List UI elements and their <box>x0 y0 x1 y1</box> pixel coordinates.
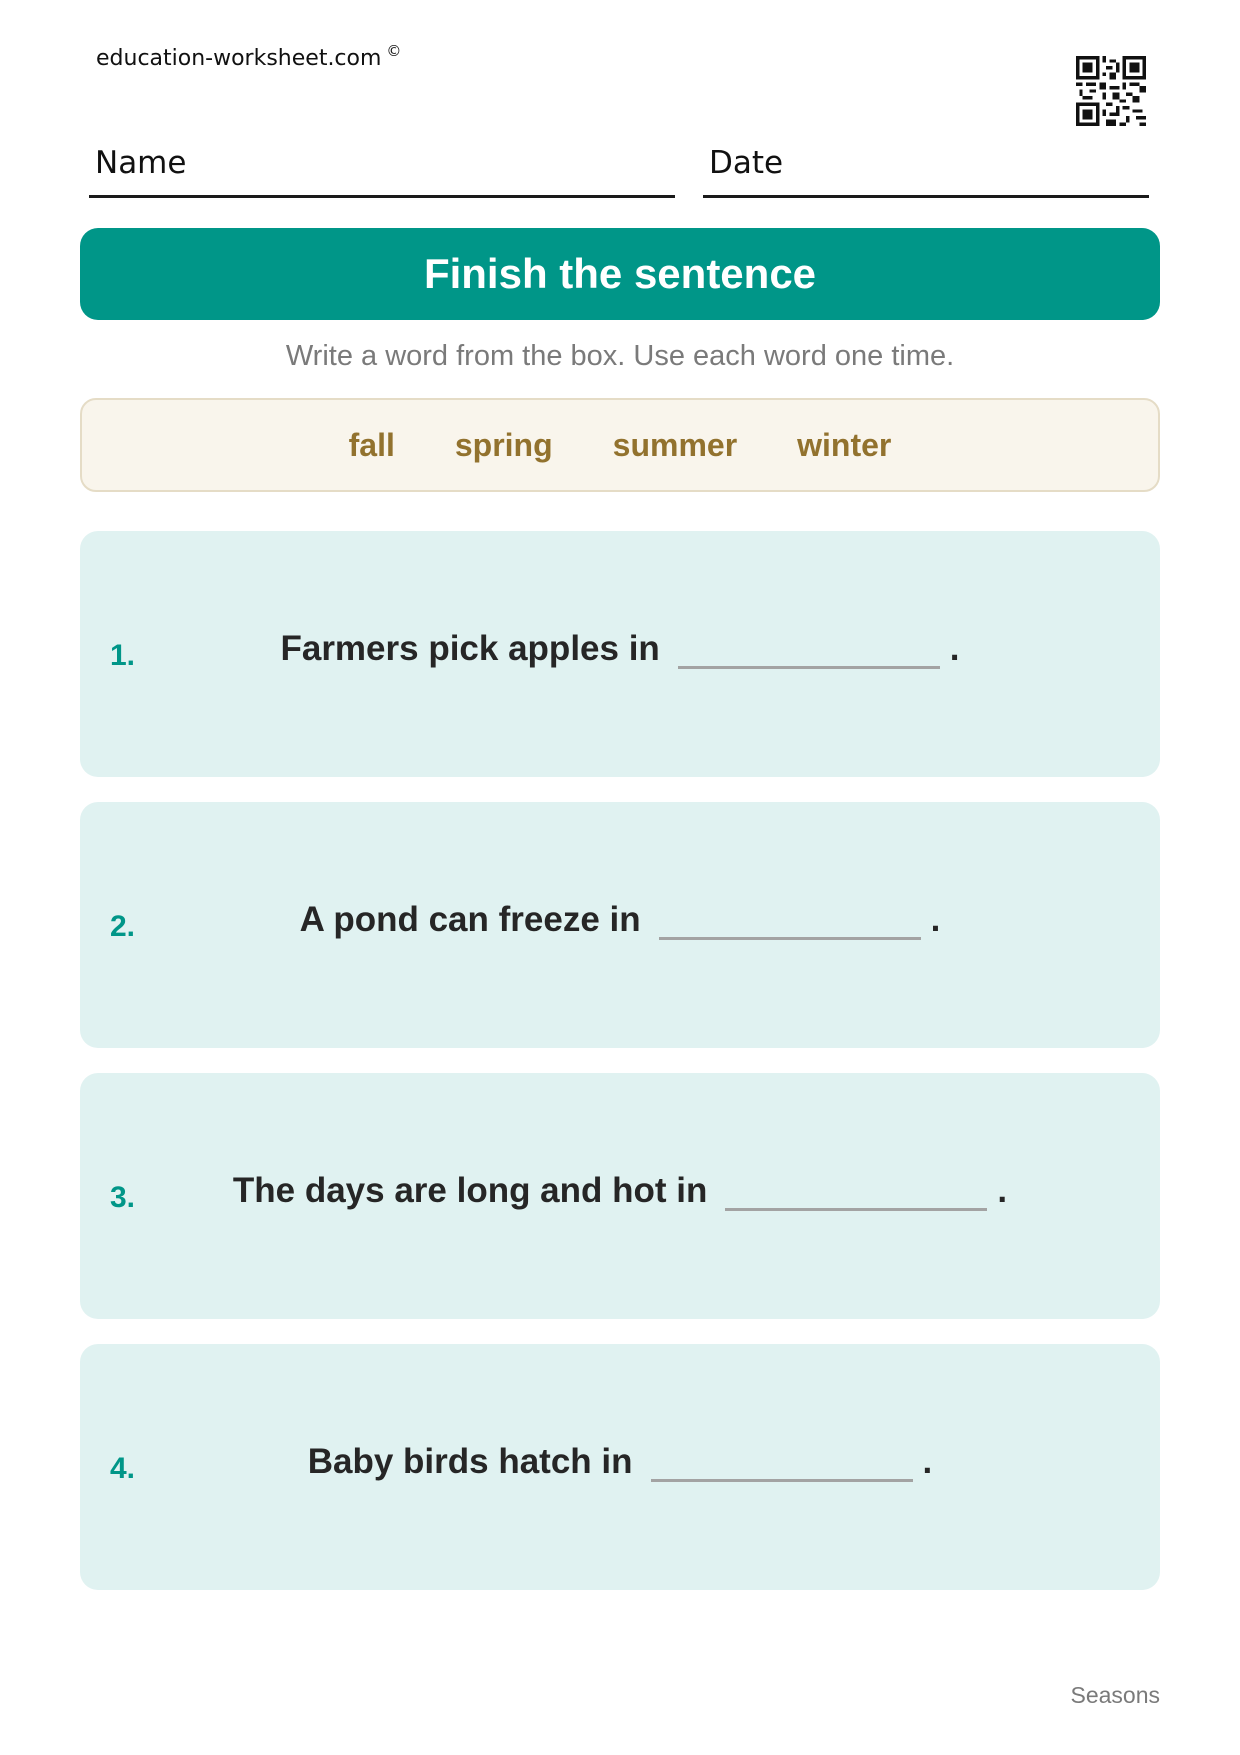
word-bank-item: summer <box>612 426 738 463</box>
sentence-end: . <box>922 1442 933 1481</box>
date-label: Date <box>709 145 784 181</box>
question-card <box>80 1344 1160 1590</box>
question-number: 3. <box>110 1181 136 1214</box>
question-card <box>80 802 1160 1048</box>
name-field[interactable] <box>89 136 675 198</box>
question-text: A pond can freeze in <box>299 900 641 939</box>
copyright-icon: © <box>386 42 402 60</box>
footer-topic: Seasons <box>1070 1682 1160 1708</box>
word-bank-item: winter <box>797 426 892 463</box>
instruction-text: Write a word from the box. Use each word one time. <box>285 340 955 372</box>
qr-code-icon <box>1076 56 1146 126</box>
question-sentence <box>80 1170 1160 1211</box>
question-text: The days are long and hot in <box>232 1171 708 1210</box>
sentence-end: . <box>949 629 960 668</box>
word-bank-item: spring <box>454 426 553 463</box>
question-sentence <box>80 1441 1160 1482</box>
question-card <box>80 531 1160 777</box>
page-title: Finish the sentence <box>423 250 817 297</box>
name-label: Name <box>95 145 187 181</box>
sentence-end: . <box>997 1171 1008 1210</box>
answer-blank[interactable] <box>659 899 921 940</box>
question-text: Farmers pick apples in <box>280 629 660 668</box>
word-bank-item: fall <box>348 426 395 463</box>
answer-blank[interactable] <box>678 628 940 669</box>
site-credit <box>96 42 402 71</box>
question-card <box>80 1073 1160 1319</box>
title-banner <box>80 228 1160 320</box>
question-number: 2. <box>110 910 136 943</box>
date-field[interactable] <box>703 136 1149 198</box>
site-name: education-worksheet.com <box>96 46 382 71</box>
question-number: 1. <box>110 639 136 672</box>
question-text: Baby birds hatch in <box>307 1442 633 1481</box>
answer-blank[interactable] <box>651 1441 913 1482</box>
sentence-end: . <box>930 900 941 939</box>
word-bank <box>80 398 1160 492</box>
answer-blank[interactable] <box>725 1170 987 1211</box>
question-number: 4. <box>110 1452 136 1485</box>
question-sentence <box>80 899 1160 940</box>
question-sentence <box>80 628 1160 669</box>
